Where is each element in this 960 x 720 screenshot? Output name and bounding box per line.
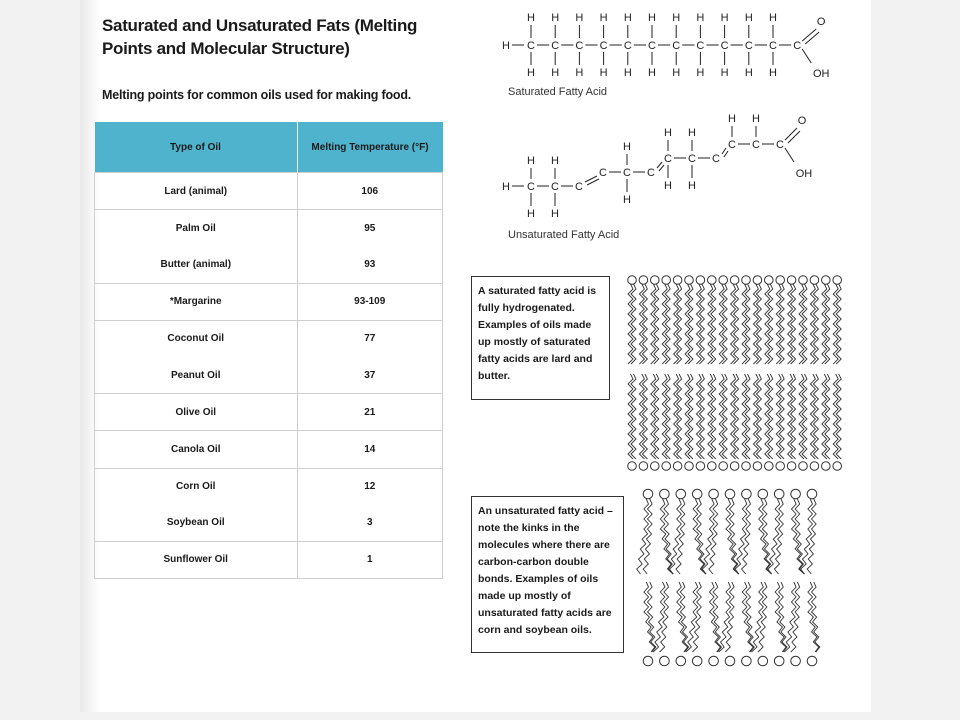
lipid-tail [802, 374, 807, 459]
lipid-head [673, 462, 682, 471]
lipid-head [628, 462, 637, 471]
atom-h: H [527, 12, 535, 24]
atom-h: H [527, 155, 535, 167]
lipid-tail [836, 284, 841, 364]
double-bond [724, 151, 728, 157]
lipid-head [725, 489, 735, 499]
melting-temp-cell: 14 [297, 431, 443, 468]
atom-h: H [623, 12, 632, 24]
atom-h: H [623, 67, 632, 79]
atom-c: C [744, 40, 753, 52]
atom-c: C [575, 181, 583, 193]
lipid-tail [686, 582, 698, 652]
double-bond [802, 29, 816, 41]
oil-name-cell: *Margarine [95, 283, 298, 320]
lipid-head [787, 276, 796, 285]
lipid-tail [779, 374, 784, 459]
atom-c: C [728, 139, 736, 151]
hydroxyl-group: OH [795, 168, 813, 180]
oil-name-cell: Peanut Oil [95, 357, 298, 394]
lipid-head [660, 489, 670, 499]
atom-h: H [623, 141, 631, 153]
lipid-tail [653, 582, 665, 652]
lipid-tail [745, 374, 750, 459]
lipid-head [807, 656, 817, 666]
atom-c: C [599, 40, 608, 52]
atom-h: H [752, 113, 760, 125]
lipid-head [639, 276, 648, 285]
unsaturated-fatty-acid-caption: Unsaturated Fatty Acid [508, 229, 620, 241]
lipid-tail [708, 374, 713, 459]
atom-c: C [712, 153, 720, 165]
column-header-oil-type: Type of Oil [95, 122, 298, 173]
atom-h: H [527, 208, 535, 220]
atom-h: H [623, 194, 631, 206]
lipid-head [807, 489, 817, 499]
double-bond [805, 32, 819, 44]
lipid-tail [651, 374, 656, 459]
table-row [95, 468, 443, 505]
lipid-tail [742, 374, 747, 459]
lipid-tail [833, 374, 838, 459]
lipid-head [725, 656, 735, 666]
atom-c: C [599, 167, 607, 179]
lipid-head [643, 656, 653, 666]
lipid-tail [795, 499, 804, 574]
atom-h: H [599, 12, 608, 24]
lipid-head [676, 656, 686, 666]
lipid-head [765, 276, 774, 285]
lipid-tail [674, 374, 679, 459]
lipid-tail [696, 374, 701, 459]
melting-temp-cell: 21 [297, 394, 443, 431]
melting-temp-cell: 95 [297, 210, 443, 247]
lipid-tail [822, 374, 827, 459]
lipid-tail [813, 374, 818, 459]
atom-h: H [769, 67, 777, 79]
hydroxyl-group: OH [812, 68, 830, 80]
atom-c: C [688, 153, 696, 165]
lipid-head [799, 462, 808, 471]
lipid-tail [768, 374, 773, 459]
atom-c: C [752, 139, 760, 151]
oil-name-cell: Olive Oil [95, 394, 298, 431]
lipid-head [673, 276, 682, 285]
lipid-tail [688, 284, 693, 364]
table-row [95, 173, 443, 210]
lipid-tail [699, 374, 704, 459]
atom-c: C [696, 40, 705, 52]
melting-temp-cell: 3 [297, 505, 443, 542]
lipid-tail [654, 284, 659, 364]
lipid-tail [776, 374, 781, 459]
lipid-tail [631, 284, 636, 364]
atom-c: C [664, 153, 672, 165]
table-row [95, 541, 443, 578]
lipid-head [685, 462, 694, 471]
lipid-tail [639, 374, 644, 459]
lipid-tail [825, 374, 830, 459]
atom-h: H [720, 67, 729, 79]
atom-h: H [648, 67, 656, 79]
lipid-head [753, 276, 762, 285]
page-subtitle: Melting points for common oils used for making food. [102, 88, 412, 102]
lipid-head [742, 656, 752, 666]
lipid-head [643, 489, 653, 499]
lipid-tail [734, 284, 739, 364]
lipid-tail [688, 374, 693, 459]
double-bond [657, 162, 662, 168]
lipid-head [709, 656, 719, 666]
atom-c: C [647, 167, 655, 179]
lipid-tail [836, 374, 841, 459]
lipid-tail [719, 582, 731, 652]
lipid-head [776, 276, 785, 285]
lipid-tail [791, 374, 796, 459]
atom-h: H [664, 180, 672, 192]
double-bond [659, 165, 664, 171]
lipid-head [719, 276, 728, 285]
lipid-head [676, 489, 686, 499]
double-bond [788, 131, 800, 143]
lipid-tail [722, 284, 727, 364]
lipid-tail [788, 374, 793, 459]
atom-h: H [575, 67, 584, 79]
atom-c: C [551, 181, 559, 193]
melting-temp-cell: 12 [297, 468, 443, 505]
atom-c: C [648, 40, 656, 52]
lipid-tail [685, 374, 690, 459]
atom-h: H [728, 113, 736, 125]
melting-temp-cell: 77 [297, 320, 443, 357]
atom-c: C [623, 40, 632, 52]
page-title: Saturated and Unsaturated Fats (Melting Points and Molecular Structure) [102, 16, 418, 58]
lipid-head [696, 462, 705, 471]
lipid-head [662, 276, 671, 285]
atom-c: C [769, 40, 777, 52]
table-row [95, 283, 443, 320]
lipid-tail [734, 374, 739, 459]
unsaturated-fatty-acid-structure [496, 108, 836, 226]
table-row [95, 210, 443, 247]
lipid-head [776, 462, 785, 471]
lipid-head [822, 276, 831, 285]
double-bond [722, 148, 726, 154]
lipid-head [791, 489, 801, 499]
lipid-tail [642, 284, 647, 364]
lipid-head [742, 462, 751, 471]
lipid-tail [628, 374, 633, 459]
oil-name-cell: Butter (animal) [95, 246, 298, 283]
atom-h: H [696, 12, 705, 24]
atom-h: H [672, 67, 681, 79]
lipid-tail [719, 374, 724, 459]
melting-temp-cell: 37 [297, 357, 443, 394]
atom-h: H [551, 208, 559, 220]
atom-h: H [672, 12, 681, 24]
oil-name-cell: Coconut Oil [95, 320, 298, 357]
saturated-packing-illustration [624, 270, 854, 476]
lipid-head [753, 462, 762, 471]
oil-name-cell: Soybean Oil [95, 505, 298, 542]
lipid-tail [677, 374, 682, 459]
lipid-head [696, 276, 705, 285]
lipid-tail [665, 284, 670, 364]
oil-name-cell: Corn Oil [95, 468, 298, 505]
table-row [95, 505, 443, 542]
atom-h: H [688, 180, 696, 192]
lipid-tail [768, 284, 773, 364]
melting-points-table [94, 122, 443, 579]
bond [785, 148, 794, 162]
lipid-tail [779, 284, 784, 364]
atom-h: H [648, 12, 656, 24]
atom-h: H [744, 12, 753, 24]
lipid-tail [697, 499, 706, 574]
atom-c: C [776, 139, 784, 151]
lipid-tail [711, 284, 716, 364]
column-header-melting-temp: Melting Temperature (°F) [297, 122, 443, 173]
lipid-head [822, 462, 831, 471]
atom-h: H [696, 67, 705, 79]
lipid-head [730, 276, 739, 285]
double-bond [785, 128, 797, 140]
lipid-tail [745, 284, 750, 364]
lipid-head [651, 462, 660, 471]
unsaturated-packing-illustration [636, 484, 846, 670]
atom-c: C [551, 40, 560, 52]
lipid-head [730, 462, 739, 471]
lipid-tail [762, 499, 771, 574]
lipid-tail [752, 582, 764, 652]
lipid-tail [664, 499, 673, 574]
lipid-tail [699, 284, 704, 364]
atom-c: C [623, 167, 631, 179]
lipid-head [810, 462, 819, 471]
lipid-head [810, 276, 819, 285]
melting-temp-cell: 93 [297, 246, 443, 283]
table-row [95, 357, 443, 394]
lipid-tail [799, 374, 804, 459]
lipid-tail [791, 284, 796, 364]
atom-h: H [575, 12, 584, 24]
lipid-head [628, 276, 637, 285]
saturated-fatty-acid-caption: Saturated Fatty Acid [508, 86, 608, 98]
lipid-head [692, 489, 702, 499]
atom-h: H [664, 127, 672, 139]
lipid-head [787, 462, 796, 471]
lipid-head [833, 276, 842, 285]
lipid-head [791, 656, 801, 666]
lipid-tail [642, 374, 647, 459]
atom-h: H [502, 40, 510, 52]
atom-h: H [688, 127, 696, 139]
lipid-tail [631, 374, 636, 459]
atom-c: C [527, 40, 535, 52]
lipid-tail [730, 499, 739, 574]
lipid-tail [802, 284, 807, 364]
oil-name-cell: Canola Oil [95, 431, 298, 468]
table-row [95, 431, 443, 468]
lipid-tail [756, 374, 761, 459]
lipid-tail [825, 284, 830, 364]
atom-h: H [744, 67, 753, 79]
lipid-tail [753, 374, 758, 459]
atom-c: C [793, 40, 802, 52]
atom-c: C [527, 181, 535, 193]
table-row [95, 246, 443, 283]
unsaturated-description-box: An unsaturated fatty acid – note the kinks in the molecules where there are carbon-carbon double bonds. Examples of oils made up mostly of unsaturated fatty acids are corn and soybean oils. [471, 496, 624, 653]
saturated-description-box: A saturated fatty acid is fully hydrogenated. Examples of oils made up mostly of saturated fatty acids are lard and butter. [471, 276, 610, 400]
oil-name-cell: Lard (animal) [95, 173, 298, 210]
melting-temp-cell: 106 [297, 173, 443, 210]
lipid-head [660, 656, 670, 666]
atom-o: O [816, 16, 826, 28]
lipid-head [685, 276, 694, 285]
lipid-head [758, 489, 768, 499]
lipid-tail [711, 374, 716, 459]
lipid-head [709, 489, 719, 499]
lipid-tail [665, 374, 670, 459]
lipid-head [758, 656, 768, 666]
table-row [95, 320, 443, 357]
atom-h: H [599, 67, 608, 79]
lipid-head [662, 462, 671, 471]
lipid-head [774, 489, 784, 499]
lipid-head [833, 462, 842, 471]
atom-h: H [551, 155, 559, 167]
lipid-head [765, 462, 774, 471]
atom-h: H [551, 67, 560, 79]
oil-name-cell: Palm Oil [95, 210, 298, 247]
melting-temp-cell: 1 [297, 541, 443, 578]
lipid-head [651, 276, 660, 285]
table-header-row [95, 122, 443, 173]
lipid-tail [731, 374, 736, 459]
lipid-tail [784, 582, 796, 652]
lipid-head [774, 656, 784, 666]
melting-temp-cell: 93-109 [297, 283, 443, 320]
atom-h: H [551, 12, 560, 24]
lipid-tail [756, 284, 761, 364]
lipid-tail [810, 374, 815, 459]
lipid-head [742, 489, 752, 499]
lipid-tail [654, 374, 659, 459]
lipid-tail [813, 284, 818, 364]
lipid-tail [662, 374, 667, 459]
lipid-head [639, 462, 648, 471]
lipid-head [799, 276, 808, 285]
lipid-head [742, 276, 751, 285]
atom-h: H [502, 181, 510, 193]
lipid-head [719, 462, 728, 471]
atom-o: O [797, 115, 807, 127]
lipid-head [692, 656, 702, 666]
lipid-tail [765, 374, 770, 459]
atom-h: H [720, 12, 729, 24]
lipid-tail [722, 374, 727, 459]
bond [802, 49, 811, 63]
atom-h: H [527, 67, 535, 79]
lipid-tail [677, 284, 682, 364]
oil-name-cell: Sunflower Oil [95, 541, 298, 578]
saturated-fatty-acid-structure [496, 4, 836, 84]
lipid-head [708, 276, 717, 285]
atom-h: H [769, 12, 777, 24]
atom-c: C [672, 40, 681, 52]
table-row [95, 394, 443, 431]
atom-c: C [575, 40, 584, 52]
lipid-head [708, 462, 717, 471]
atom-c: C [720, 40, 729, 52]
